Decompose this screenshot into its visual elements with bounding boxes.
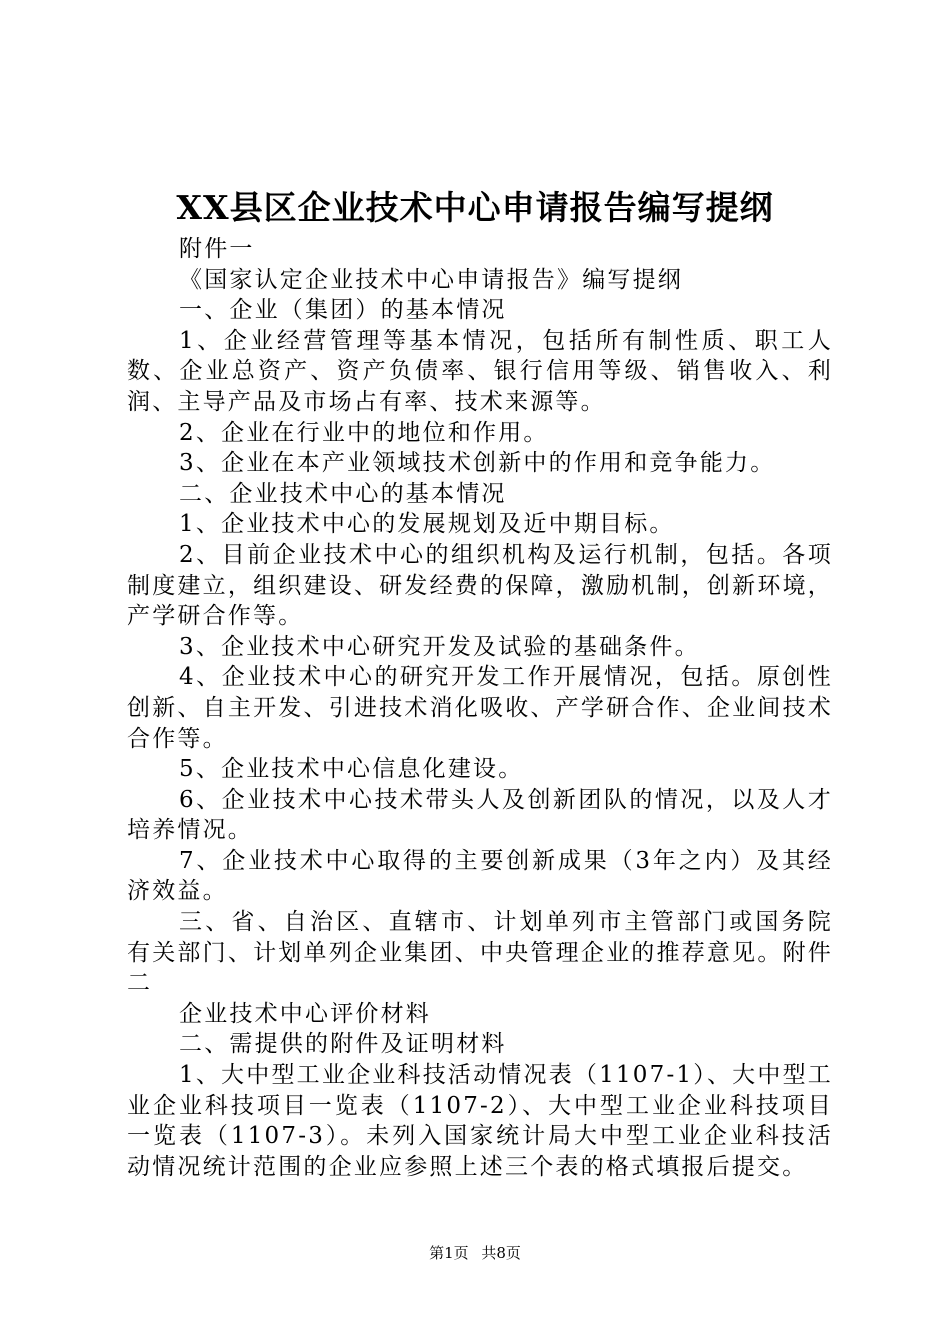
paragraph: 企业技术中心评价材料 — [179, 1000, 431, 1027]
paragraph: 1、企业技术中心的发展规划及近中期目标。 — [179, 511, 675, 538]
paragraph: 3、企业技术中心研究开发及试验的基础条件。 — [179, 633, 700, 660]
paragraph: 《国家认定企业技术中心申请报告》编写提纲 — [179, 266, 683, 293]
document-body — [127, 234, 833, 1182]
paragraph: 6、企业技术中心技术带头人及创新团队的情况，以及人才培养情况。 — [127, 786, 833, 844]
page-footer — [0, 1243, 950, 1263]
page-total: 共8页 — [481, 1244, 521, 1262]
paragraph: 1、大中型工业企业科技活动情况表（1107-1）、大中型工业企业科技项目一览表（1107-2）、大中型工业企业科技项目一览表（1107-3）。未列入国家统计局大中型工业企业科技活动情况统计范围的企业应参照上述三个表的格式填报后提交。 — [127, 1062, 833, 1180]
document-title: XX县区企业技术中心申请报告编写提纲 — [176, 188, 774, 227]
paragraph: 附件一 — [179, 236, 255, 262]
paragraph: 7、企业技术中心取得的主要创新成果（3年之内）及其经济效益。 — [127, 847, 833, 905]
paragraph: 2、目前企业技术中心的组织机构及运行机制，包括。各项制度建立，组织建设、研发经费的保障，激励机制，创新环境，产学研合作等。 — [127, 541, 833, 630]
section-heading: 一、企业（集团）的基本情况 — [179, 297, 507, 324]
paragraph: 4、企业技术中心的研究开发工作开展情况，包括。原创性创新、自主开发、引进技术消化吸收、产学研合作、企业间技术合作等。 — [127, 664, 833, 752]
paragraph: 2、企业在行业中的地位和作用。 — [179, 419, 549, 446]
paragraph: 3、企业在本产业领域技术创新中的作用和竞争能力。 — [179, 450, 776, 477]
section-heading: 三、省、自治区、直辖市、计划单列市主管部门或国务院有关部门、计划单列企业集团、中央管理企业的推荐意见。附件二 — [127, 909, 833, 997]
paragraph: 1、企业经营管理等基本情况，包括所有制性质、职工人数、企业总资产、资产负债率、银行信用等级、销售收入、利润、主导产品及市场占有率、技术来源等。 — [127, 327, 833, 415]
paragraph: 5、企业技术中心信息化建设。 — [179, 756, 524, 783]
section-heading: 二、企业技术中心的基本情况 — [179, 480, 507, 507]
page-number: 第1页 — [429, 1244, 469, 1262]
section-heading: 二、需提供的附件及证明材料 — [179, 1031, 507, 1058]
